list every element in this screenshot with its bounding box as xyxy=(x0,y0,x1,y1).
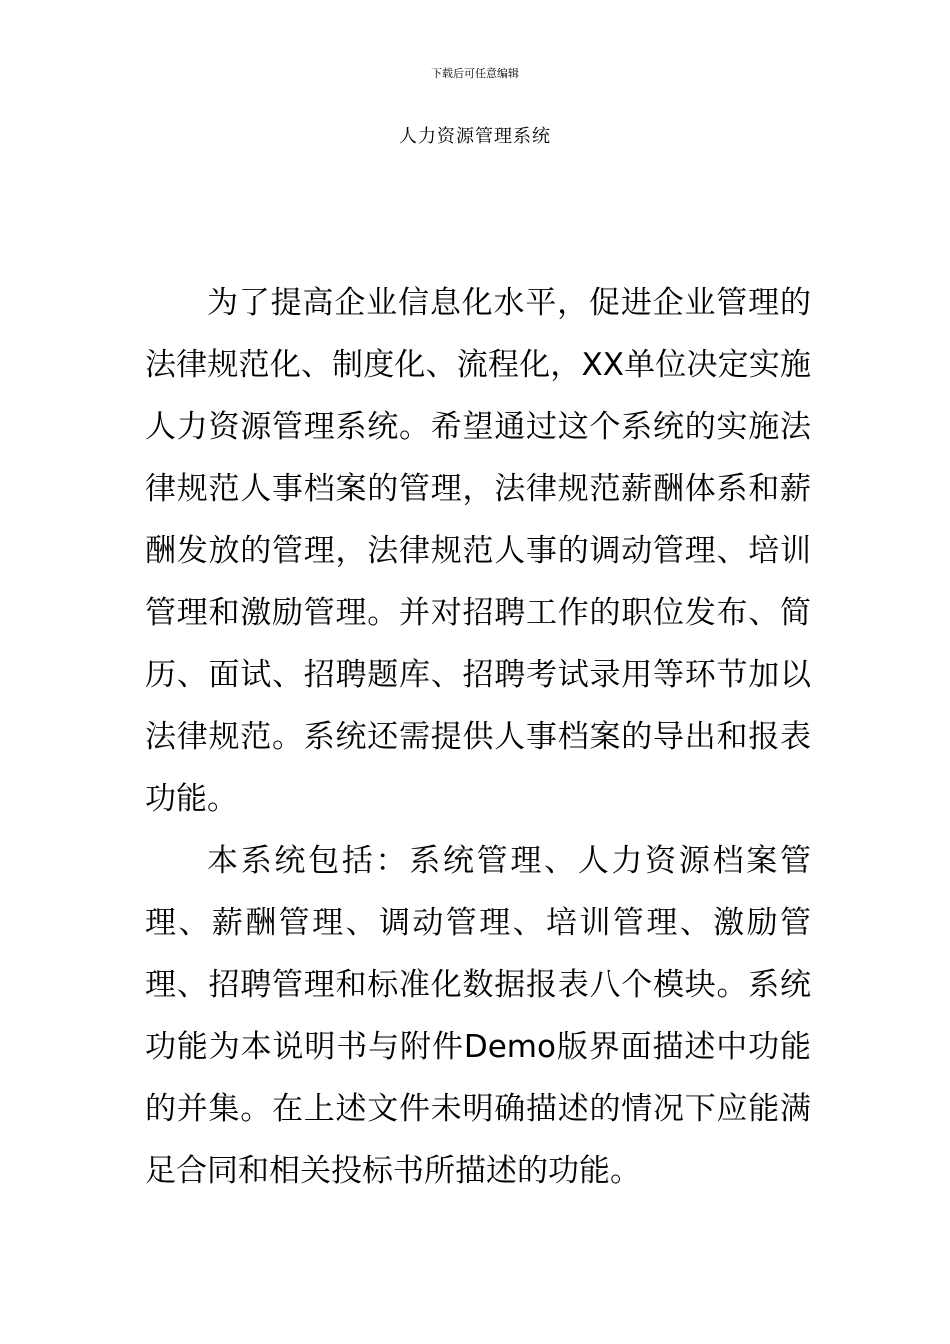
paragraph-modules: 本系统包括：系统管理、人力资源档案管理、薪酬管理、调动管理、培训管理、激励管理、招聘管理和标准化数据报表八个模块。系统功能为本说明书与附件Demo版界面描述中功能的并集。在上述文件未明确描述的情况下应能满足合同和相关投标书所描述的功能。 xyxy=(145,843,811,1189)
header-note: 下载后可任意编辑 xyxy=(431,67,519,80)
document-title: 人力资源管理系统 xyxy=(399,126,551,147)
document-body xyxy=(145,272,811,1202)
paragraph-intro: 为了提高企业信息化水平，促进企业管理的法律规范化、制度化、流程化，XX单位决定实施人力资源管理系统。希望通过这个系统的实施法律规范人事档案的管理，法律规范薪酬体系和薪酬发放的管理，法律规范人事的调动管理、培训管理和激励管理。并对招聘工作的职位发布、简历、面试、招聘题库、招聘考试录用等环节加以法律规范。系统还需提供人事档案的导出和报表功能。 xyxy=(145,285,811,817)
